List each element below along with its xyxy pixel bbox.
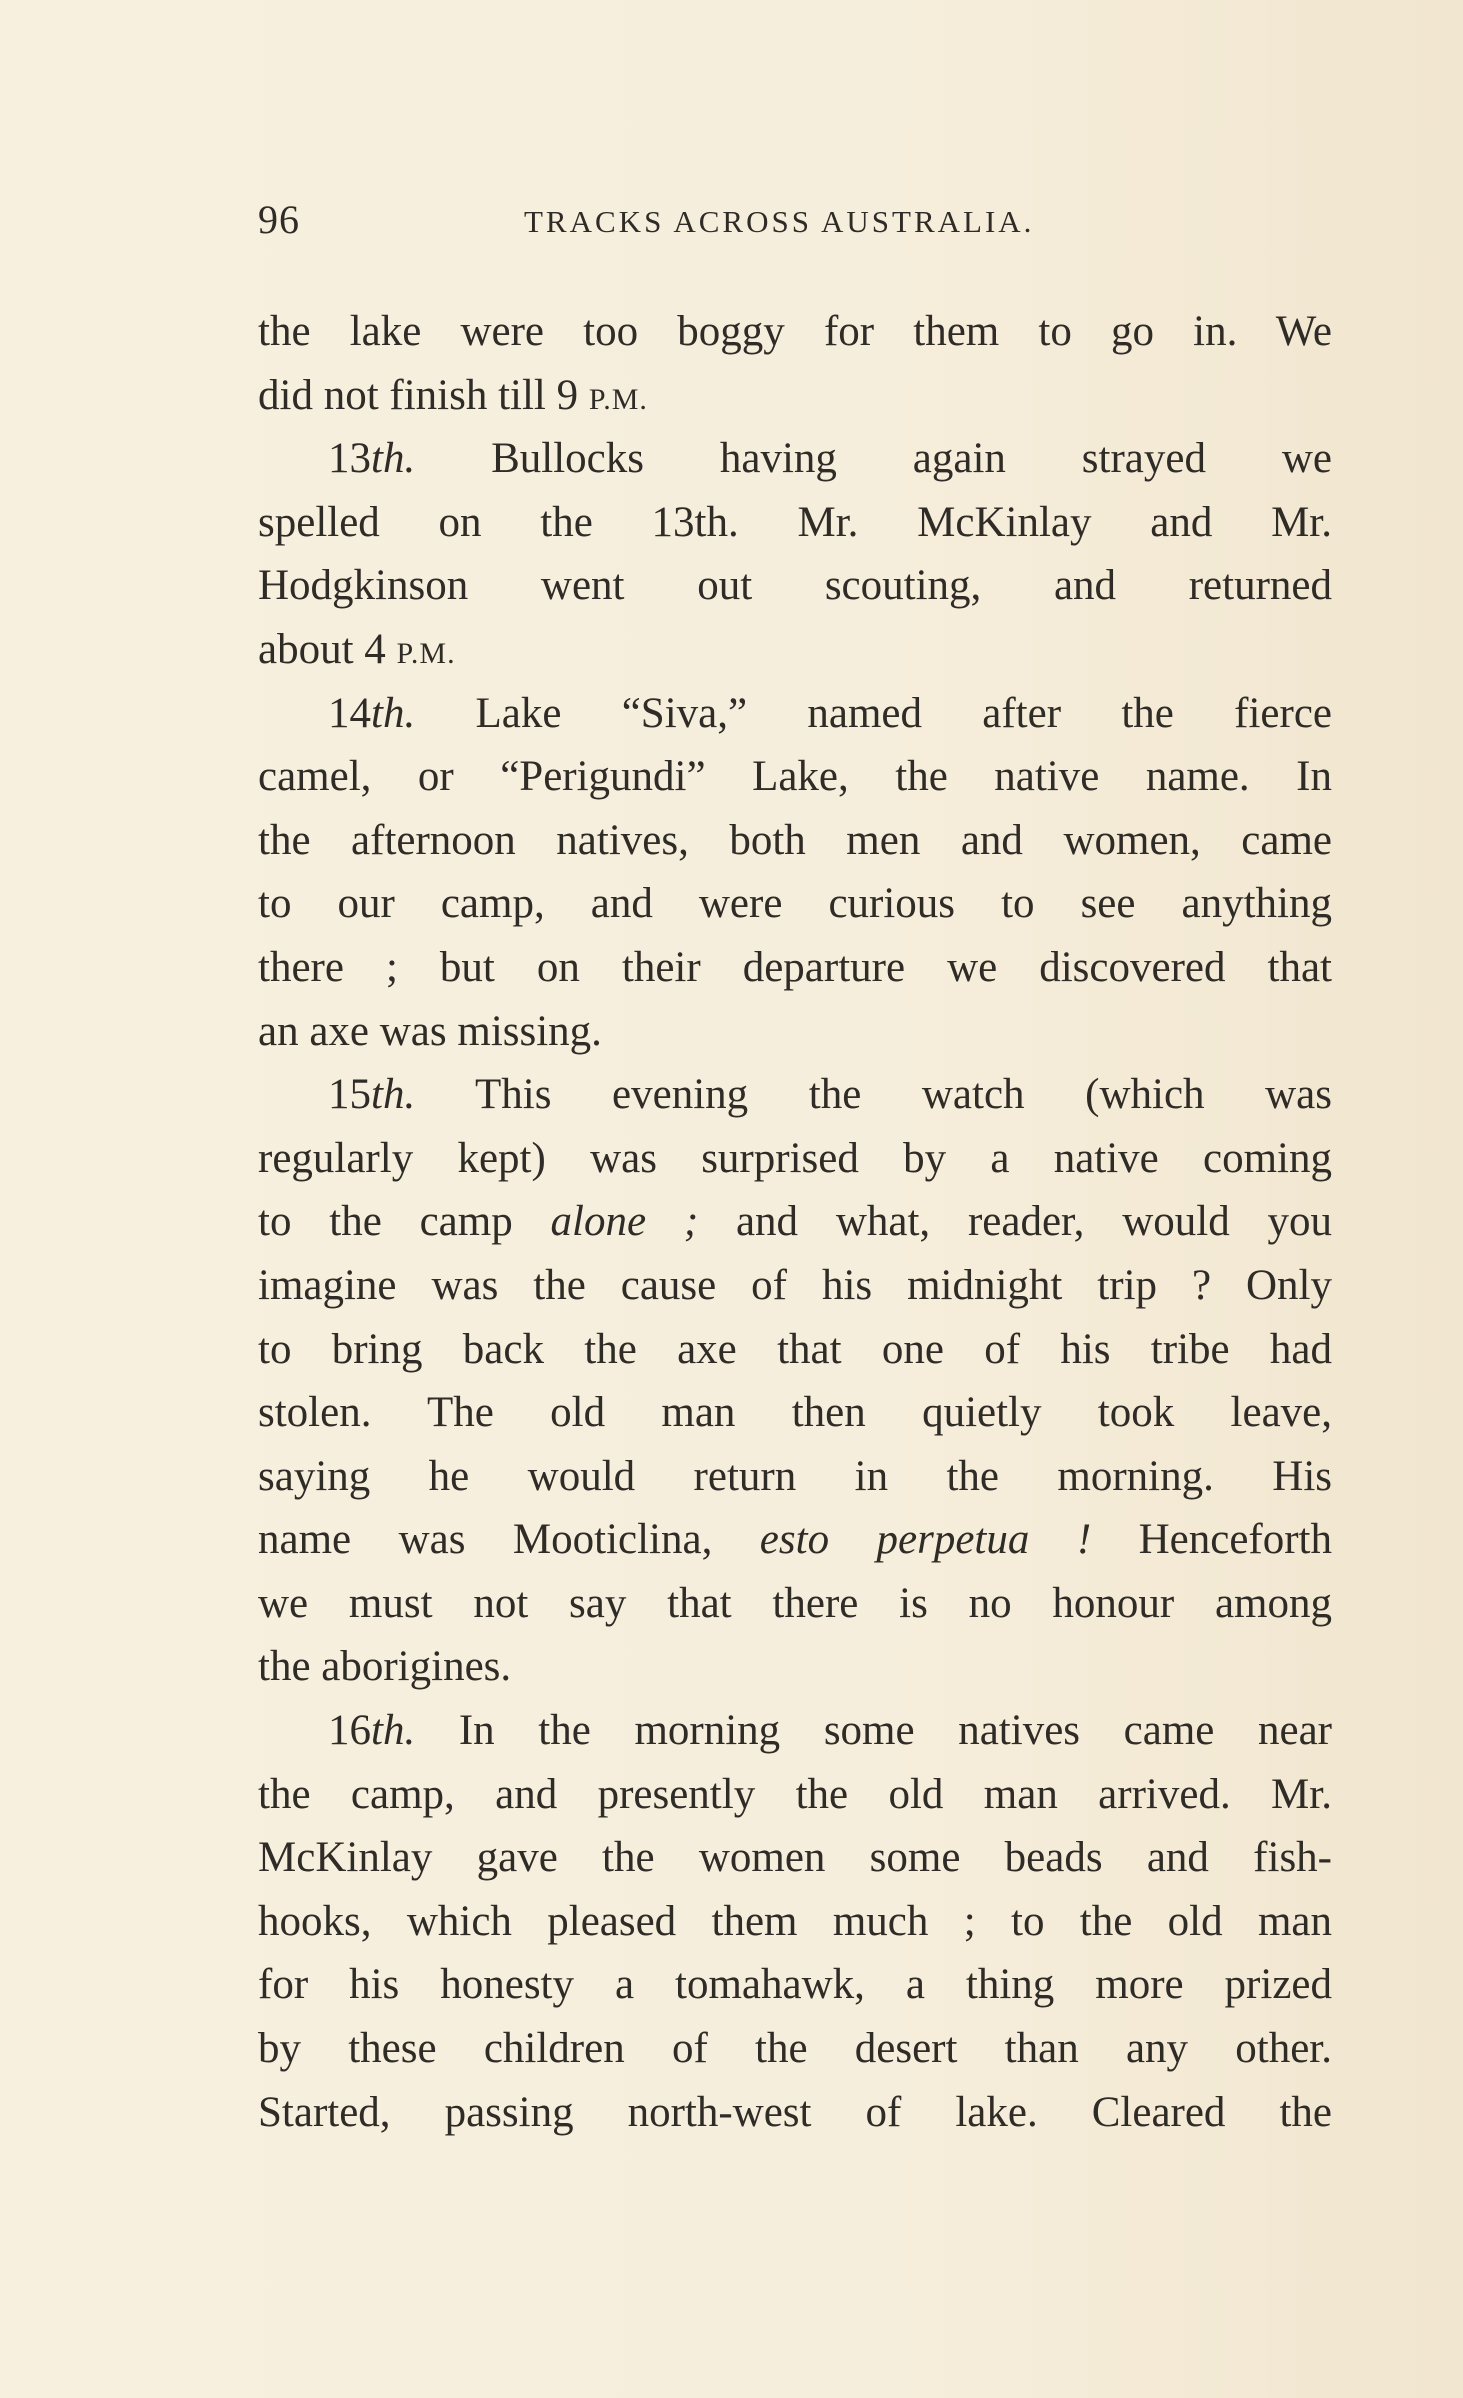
text-run: did not finish till 9 xyxy=(258,371,589,419)
text-line: an axe was missing. xyxy=(258,1007,602,1055)
body-text xyxy=(258,300,1332,2144)
text-line: the lake were too boggy for them to go in. We xyxy=(258,308,1332,355)
entry-day: 15 xyxy=(328,1071,371,1119)
entry-15th xyxy=(258,1063,1332,1127)
text-run: and what, reader, would you xyxy=(698,1198,1332,1246)
italic-run: alone ; xyxy=(550,1198,699,1246)
entry-13th xyxy=(258,427,1332,491)
text-line: Started, passing north-west of lake. Cleared the xyxy=(258,2088,1332,2136)
text-run: Bullocks having again strayed we xyxy=(415,435,1332,483)
text-run: This evening the watch (which was xyxy=(415,1071,1332,1119)
text-run: to the camp xyxy=(258,1198,551,1246)
text-line: Hodgkinson went out scouting, and returned xyxy=(258,562,1332,610)
entry-day: 13 xyxy=(328,435,371,483)
time-abbrev: P.M. xyxy=(396,636,456,670)
entry-day: 14 xyxy=(328,689,371,737)
text-run: Henceforth xyxy=(1091,1516,1332,1564)
text-line: imagine was the cause of his midnight trip ? Only xyxy=(258,1261,1332,1309)
time-abbrev: P.M. xyxy=(588,382,648,416)
text-run: about 4 xyxy=(258,625,397,673)
page-number: 96 xyxy=(258,197,300,242)
running-head xyxy=(258,196,1338,256)
text-line xyxy=(258,1190,1332,1254)
text-line: stolen. The old man then quietly took leave, xyxy=(258,1389,1332,1437)
text-line: saying he would return in the morning. His xyxy=(258,1452,1332,1500)
entry-14th xyxy=(258,682,1332,746)
text-run: Lake “Siva,” named after the fierce xyxy=(415,689,1332,737)
entry-day-suffix: th. xyxy=(371,1707,416,1755)
text-line: by these children of the desert than any other. xyxy=(258,2025,1332,2073)
entry-day: 16 xyxy=(328,1707,371,1755)
text-line: for his honesty a tomahawk, a thing more prized xyxy=(258,1961,1332,2009)
text-line: hooks, which pleased them much ; to the old man xyxy=(258,1897,1332,1945)
italic-run: esto perpetua ! xyxy=(759,1516,1092,1564)
text-line: McKinlay gave the women some beads and fish- xyxy=(258,1834,1332,1882)
text-line: to bring back the axe that one of his tribe had xyxy=(258,1325,1332,1373)
entry-day-suffix: th. xyxy=(371,435,416,483)
text-line xyxy=(258,1508,1332,1572)
text-line: there ; but on their departure we discovered that xyxy=(258,943,1332,991)
text-line: the aborigines. xyxy=(258,1643,512,1691)
text-line xyxy=(258,364,1332,428)
text-run: name was Mooticlina, xyxy=(258,1516,760,1564)
text-line: regularly kept) was surprised by a native coming xyxy=(258,1134,1332,1182)
text-line: spelled on the 13th. Mr. McKinlay and Mr. xyxy=(258,498,1332,546)
text-line: we must not say that there is no honour among xyxy=(258,1579,1332,1627)
text-run: In the morning some natives came near xyxy=(415,1707,1332,1755)
entry-16th xyxy=(258,1699,1332,1763)
text-line: the afternoon natives, both men and women, came xyxy=(258,816,1332,864)
text-line: to our camp, and were curious to see anything xyxy=(258,880,1332,928)
text-line: the camp, and presently the old man arrived. Mr. xyxy=(258,1770,1332,1818)
entry-day-suffix: th. xyxy=(371,1071,416,1119)
text-line: camel, or “Perigundi” Lake, the native name. In xyxy=(258,753,1332,801)
running-title: TRACKS ACROSS AUSTRALIA. xyxy=(524,204,1035,239)
text-line xyxy=(258,618,1332,682)
entry-day-suffix: th. xyxy=(371,689,416,737)
